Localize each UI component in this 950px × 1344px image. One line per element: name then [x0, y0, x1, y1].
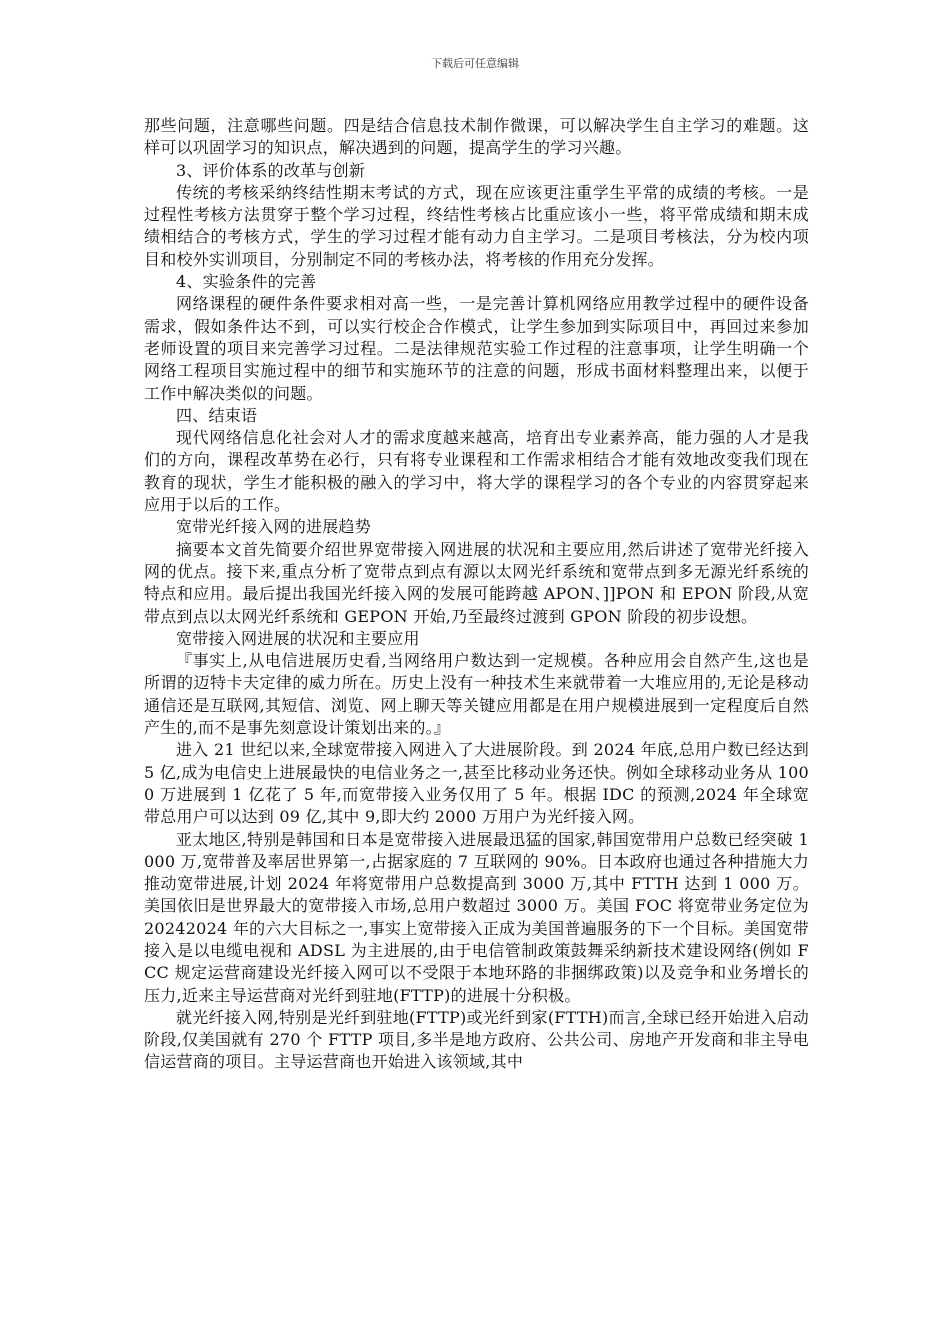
document-body: [144, 115, 809, 1074]
paragraph: 传统的考核采纳终结性期末考试的方式，现在应该更注重学生平常的成绩的考核。一是过程性考核方法贯穿于整个学习过程，终结性考核占比重应该小一些，将平常成绩和期末成绩相结合的考核方式，学生的学习过程才能有动力自主学习。二是项目考核法，分为校内项目和校外实训项目，分别制定不同的考核办法，将考核的作用充分发挥。: [144, 182, 809, 269]
section-heading: 3、评价体系的改革与创新: [176, 160, 366, 180]
paragraph: 那些问题，注意哪些问题。四是结合信息技术制作微课，可以解决学生自主学习的难题。这样可以巩固学习的知识点，解决遇到的问题，提高学生的学习兴趣。: [144, 116, 809, 158]
paragraph: 进入 21 世纪以来,全球宽带接入网进入了大进展阶段。到 2024 年底,总用户数已经达到 5 亿,成为电信史上进展最快的电信业务之一,甚至比移动业务还快。例如全球移动业务从 1000 万进展到 1 亿花了 5 年,而宽带接入业务仅用了 5 年。根据 IDC 的预测,2024 年全球宽带总用户可以达到 09 亿,其中 9,即大约 2000 万用户为光纤接入网。: [144, 740, 809, 827]
section-heading: 四、结束语: [176, 405, 258, 425]
section-heading: 4、实验条件的完善: [176, 272, 317, 292]
section-heading: 宽带接入网进展的状况和主要应用: [176, 628, 420, 648]
paragraph: 网络课程的硬件条件要求相对高一些，一是完善计算机网络应用教学过程中的硬件设备需求，假如条件达不到，可以实行校企合作模式，让学生参加到实际项目中，再回过来参加老师设置的项目来完善学习过程。二是法律规范实验工作过程的注意事项，让学生明确一个网络工程项目实施过程中的细节和实施环节的注意的问题，形成书面材料整理出来，以便于工作中解决类似的问题。: [144, 294, 809, 403]
paragraph: 现代网络信息化社会对人才的需求度越来越高，培育出专业素养高，能力强的人才是我们的方向，课程改革势在必行，只有将专业课程和工作需求相结合才能有效地改变我们现在教育的现状，学生才能积极的融入的学习中，将大学的课程学习的各个专业的内容贯穿起来应用于以后的工作。: [144, 428, 809, 515]
abstract-paragraph: 摘要本文首先简要介绍世界宽带接入网进展的状况和主要应用,然后讲述了宽带光纤接入网的优点。接下来,重点分析了宽带点到点有源以太网光纤系统和宽带点到多无源光纤系统的特点和应用。最后提出我国光纤接入网的发展可能跨越 APON、]]PON 和 EPON 阶段,从宽带点到点以太网光纤系统和 GEPON 开始,乃至最终过渡到 GPON 阶段的初步设想。: [144, 539, 809, 626]
article-title: 宽带光纤接入网的进展趋势: [176, 517, 372, 537]
page-header: 下载后可任意编辑: [431, 57, 519, 70]
quote-paragraph: 『事实上,从电信进展历史看,当网络用户数达到一定规模。各种应用会自然产生,这也是所谓的迈特卡夫定律的威力所在。历史上没有一种技术生来就带着一大堆应用的,无论是移动通信还是互联网,其短信、浏览、网上聊天等关键应用都是在用户规模进展到一定程度后自然产生的,而不是事先刻意设计策划出来的。』: [144, 651, 809, 738]
paragraph: 亚太地区,特别是韩国和日本是宽带接入进展最迅猛的国家,韩国宽带用户总数已经突破 1000 万,宽带普及率居世界第一,占据家庭的 7 互联网的 90%。日本政府也通过各种措施大力推动宽带进展,计划 2024 年将宽带用户总数提高到 3000 万,其中 FTTH 达到 1 000 万。美国依旧是世界最大的宽带接入市场,总用户数超过 3000 万。美国 FOC 将宽带业务定位为 20242024 年的六大目标之一,事实上宽带接入正成为美国普遍服务的下一个目标。美国宽带接入是以电缆电视和 ADSL 为主进展的,由于电信管制政策鼓舞采纳新技术建设网络(例如 FCC 规定运营商建设光纤接入网可以不受限于本地环路的非捆绑政策)以及竞争和业务增长的压力,近来主导运营商对光纤到驻地(FTTP)的进展十分积极。: [144, 829, 809, 1005]
paragraph: 就光纤接入网,特别是光纤到驻地(FTTP)或光纤到家(FTTH)而言,全球已经开始进入启动阶段,仅美国就有 270 个 FTTP 项目,多半是地方政府、公共公司、房地产开发商和非主导电信运营商的项目。主导运营商也开始进入该领域,其中: [144, 1007, 809, 1072]
